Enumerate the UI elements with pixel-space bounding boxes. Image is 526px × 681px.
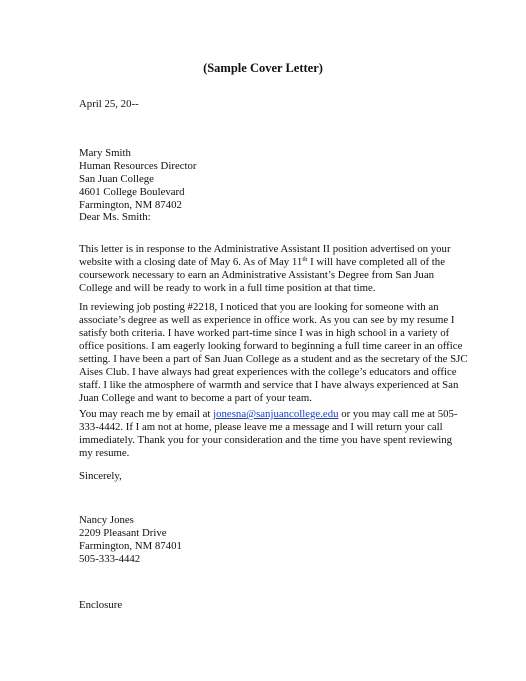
salutation-text: Dear Ms. Smith: bbox=[79, 211, 151, 223]
paragraph-line bbox=[79, 256, 459, 269]
paragraph-line-part: You may reach me by email at bbox=[79, 408, 214, 420]
paragraph-line: In reviewing job posting #2218, I noticed that you are looking for someone with an bbox=[79, 301, 439, 313]
paragraph-qualifications bbox=[79, 301, 468, 405]
paragraph-line: associate’s degree as well as experience in office work. As you can see by my resume I bbox=[79, 314, 455, 326]
enclosure-note bbox=[79, 599, 459, 612]
closing bbox=[79, 470, 459, 483]
paragraph-contact bbox=[79, 408, 459, 460]
email-link[interactable]: jonesna@sanjuancollege.edu bbox=[213, 408, 339, 420]
paragraph-line: Aises Club. I have always had great experiences with the college’s educators and office bbox=[79, 366, 457, 378]
closing-text: Sincerely, bbox=[79, 470, 122, 482]
sender-street: 2209 Pleasant Drive bbox=[79, 527, 167, 539]
paragraph-line-part: I will have completed all of the bbox=[307, 256, 445, 268]
letter-date bbox=[79, 98, 459, 111]
superscript-ordinal: th bbox=[302, 256, 308, 263]
recipient-name: Mary Smith bbox=[79, 147, 131, 159]
date-text: April 25, 20-- bbox=[79, 98, 139, 110]
paragraph-line: This letter is in response to the Administrative Assistant II position advertised on your bbox=[79, 243, 451, 255]
sender-block bbox=[79, 514, 459, 566]
recipient-title: Human Resources Director bbox=[79, 160, 197, 172]
paragraph-line-part: or you may call me at 505- bbox=[338, 408, 458, 420]
paragraph-line-part: website with a closing date of May 6. As of May 11 bbox=[79, 256, 303, 268]
paragraph-line: Juan College and want to become a part of your team. bbox=[79, 392, 312, 404]
paragraph-line: my resume. bbox=[79, 447, 130, 459]
recipient-organization: San Juan College bbox=[79, 173, 154, 185]
paragraph-line bbox=[79, 408, 459, 421]
enclosure-text: Enclosure bbox=[79, 599, 123, 611]
paragraph-line: satisfy both criteria. I have worked part-time since I was in high school in a variety of bbox=[79, 327, 450, 339]
sender-name: Nancy Jones bbox=[79, 514, 134, 526]
paragraph-line: setting. I have been a part of San Juan College as a student and as the secretary of the SJC bbox=[79, 353, 468, 365]
recipient-city-state-zip: Farmington, NM 87402 bbox=[79, 199, 182, 211]
recipient-address bbox=[79, 147, 459, 212]
recipient-street: 4601 College Boulevard bbox=[79, 186, 185, 198]
sender-city-state-zip: Farmington, NM 87401 bbox=[79, 540, 182, 552]
paragraph-intro bbox=[79, 243, 459, 295]
paragraph-line: College and will be ready to work in a full time position at that time. bbox=[79, 282, 376, 294]
sender-phone: 505-333-4442 bbox=[79, 553, 141, 565]
letter-title: (Sample Cover Letter) bbox=[203, 61, 323, 75]
paragraph-line: immediately. Thank you for your consideration and the time you have spent reviewing bbox=[79, 434, 452, 446]
paragraph-line: office positions. I am eagerly looking forward to beginning a full time career in an office bbox=[79, 340, 463, 352]
paragraph-line: staff. I like the atmosphere of warmth and service that I have always experienced at San bbox=[79, 379, 459, 391]
paragraph-line: coursework necessary to earn an Administrative Assistant’s Degree from San Juan bbox=[79, 269, 435, 281]
paragraph-line: 333-4442. If I am not at home, please leave me a message and I will return your call bbox=[79, 421, 443, 433]
salutation bbox=[79, 211, 459, 224]
